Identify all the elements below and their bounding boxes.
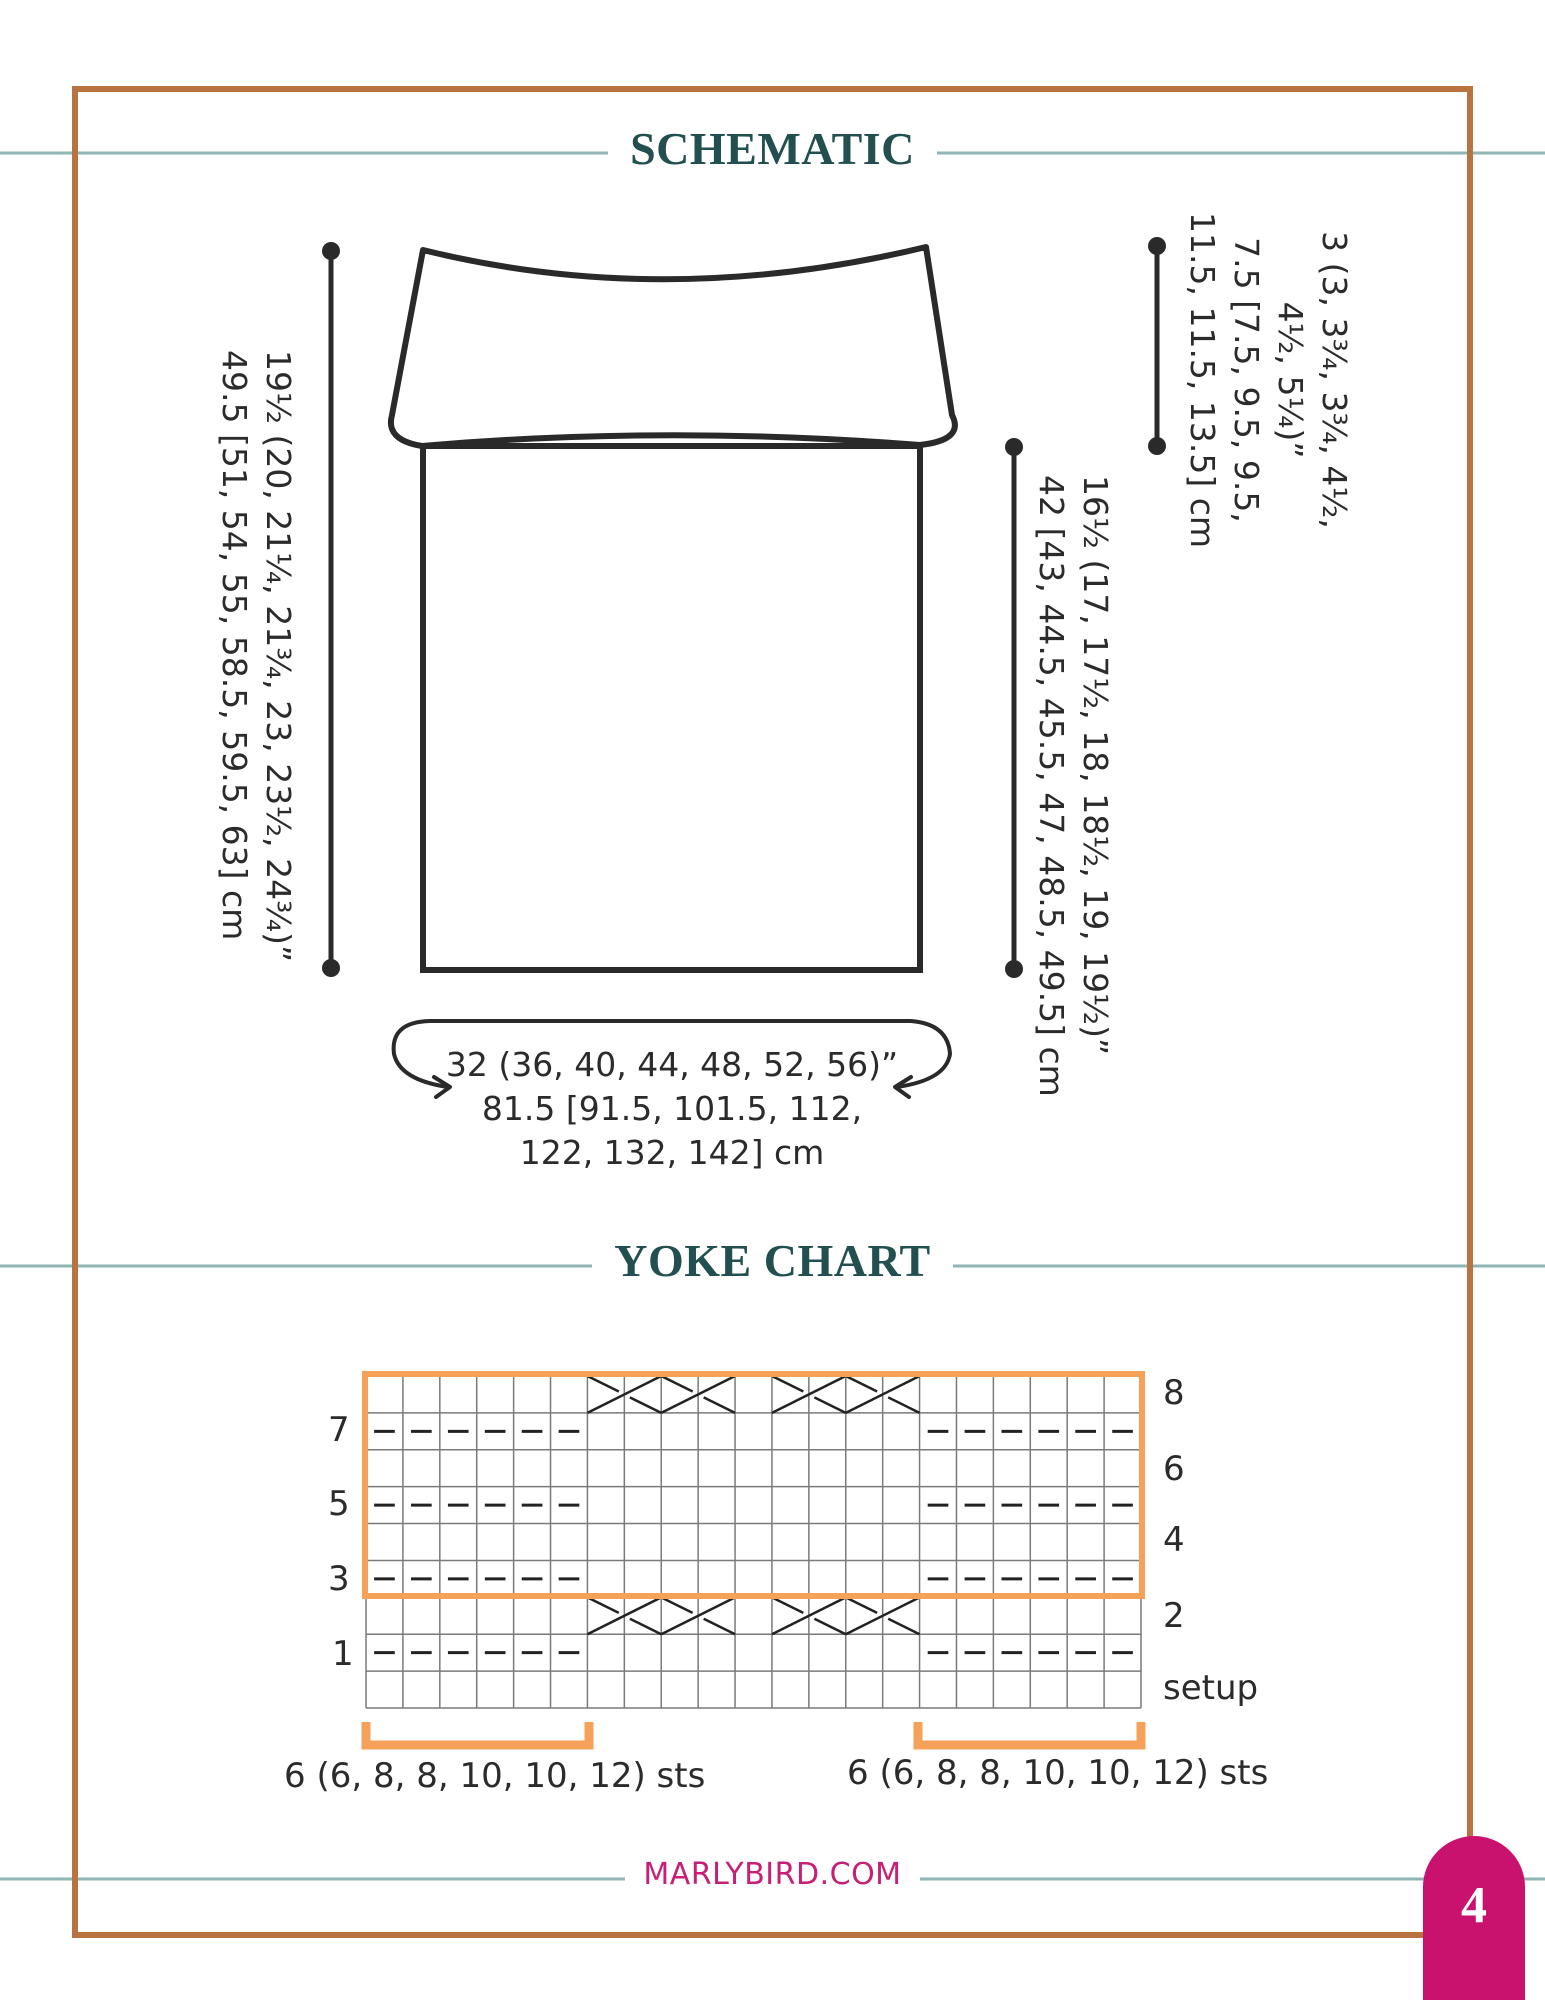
row-label-right: 2: [1163, 1596, 1185, 1636]
total-length-label-line: 19½ (20, 21¼, 21¾, 23, 23½, 24¾)”: [259, 350, 298, 963]
page-number: 4: [1423, 1836, 1525, 2000]
total-length-dimension-line: [322, 242, 340, 977]
yoke-chart-heading-text: YOKE CHART: [592, 1235, 952, 1286]
body-shape: [423, 446, 920, 970]
circumference-label-line: 32 (36, 40, 44, 48, 52, 56)”: [445, 1045, 899, 1084]
yoke-depth-label-line: 11.5, 11.5, 13.5] cm: [1183, 212, 1222, 549]
circumference-label: [422, 1043, 922, 1175]
row-label-left: 3: [328, 1559, 350, 1599]
body-length-label-line: 42 [43, 44.5, 45.5, 47, 48.5, 49.5] cm: [1032, 475, 1071, 1097]
left-stitch-bracket: [366, 1722, 589, 1745]
body-length-dimension-line: [1005, 438, 1023, 978]
yoke-depth-label-line: 7.5 [7.5, 9.5, 9.5,: [1227, 237, 1266, 523]
row-label-left: 1: [332, 1634, 354, 1674]
yoke-depth-label: [1180, 212, 1356, 548]
right-stitch-bracket: [918, 1722, 1141, 1745]
row-label-right: 4: [1163, 1520, 1185, 1560]
circumference-label-line: 81.5 [91.5, 101.5, 112,: [481, 1089, 863, 1128]
footer-site: [0, 1857, 1545, 1892]
yoke-depth-dimension-line: [1148, 237, 1166, 455]
yoke-chart-grid: [366, 1376, 1141, 1708]
left-stitch-count: 6 (6, 8, 8, 10, 10, 12) sts: [284, 1756, 706, 1796]
yoke-shape: [391, 247, 955, 446]
body-length-label: [1029, 475, 1117, 1097]
row-label-right: setup: [1163, 1668, 1259, 1708]
repeat-highlight-box: [365, 1374, 1142, 1596]
yoke-depth-label-line: 4½, 5¼)”: [1271, 301, 1310, 459]
footer-site-link[interactable]: MARLYBIRD.COM: [625, 1857, 919, 1892]
schematic-heading: [0, 122, 1545, 175]
schematic-heading-text: SCHEMATIC: [608, 123, 937, 174]
row-label-left: 7: [328, 1410, 350, 1450]
total-length-label: [212, 350, 300, 962]
row-label-right: 8: [1163, 1373, 1185, 1413]
row-label-right: 6: [1163, 1449, 1185, 1489]
row-label-left: 5: [328, 1484, 350, 1524]
circumference-label-line: 122, 132, 142] cm: [519, 1133, 825, 1172]
total-length-label-line: 49.5 [51, 54, 55, 58.5, 59.5, 63] cm: [215, 350, 254, 941]
right-stitch-count: 6 (6, 8, 8, 10, 10, 12) sts: [847, 1753, 1269, 1793]
yoke-depth-label-line: 3 (3, 3¾, 3¾, 4½,: [1315, 231, 1354, 529]
yoke-chart-heading: [0, 1234, 1545, 1287]
body-length-label-line: 16½ (17, 17½, 18, 18½, 19, 19½)”: [1076, 475, 1115, 1056]
